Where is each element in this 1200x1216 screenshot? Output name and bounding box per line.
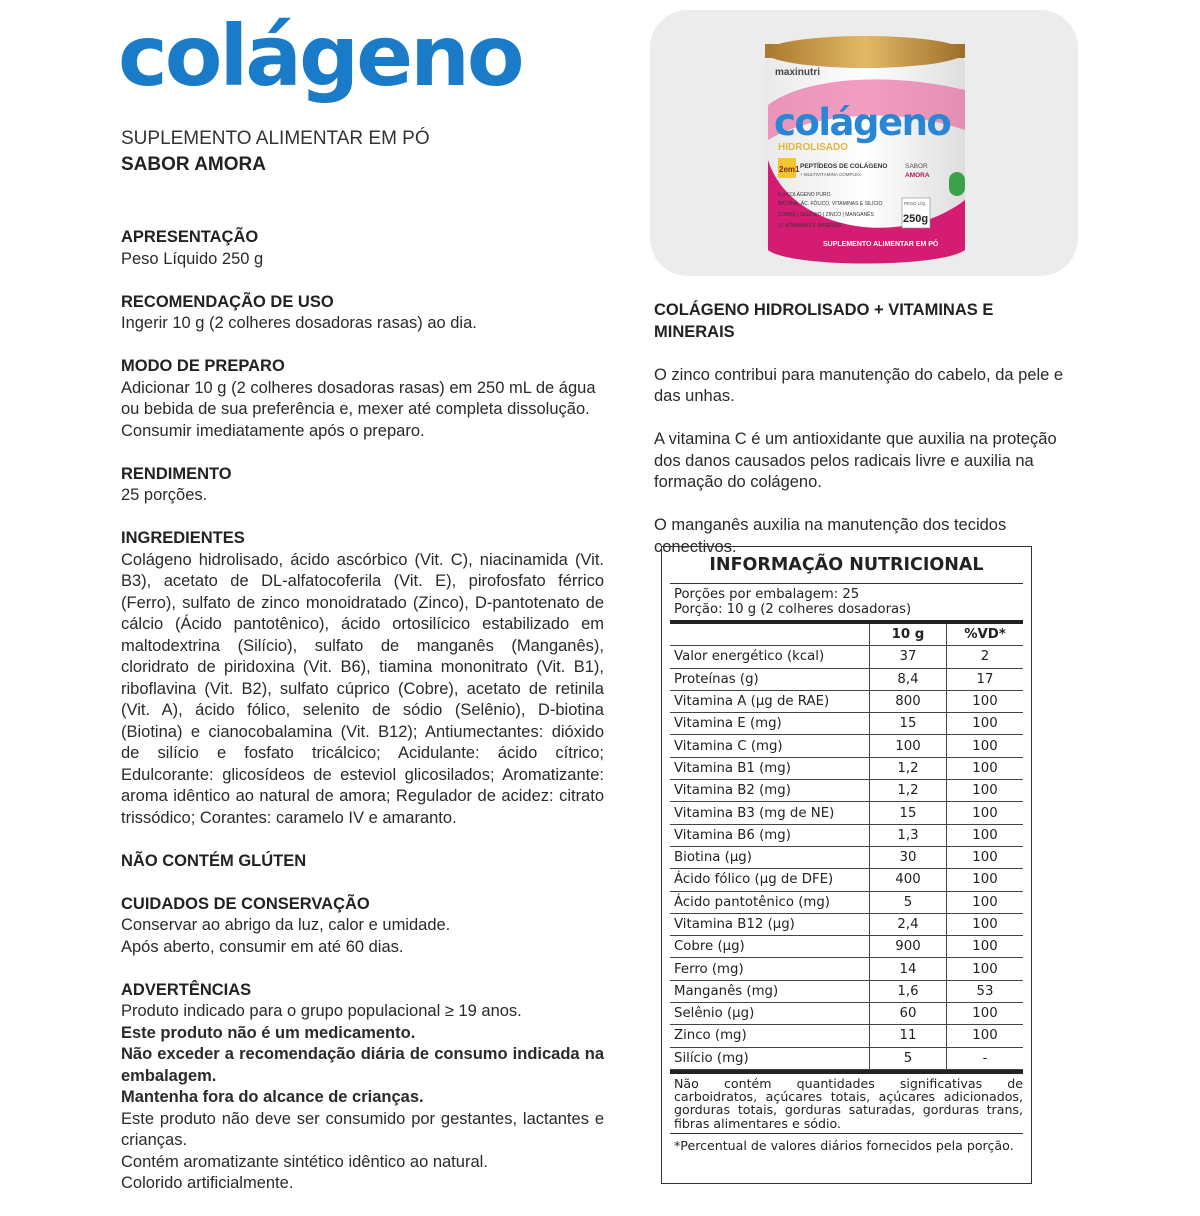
nutrient-amount: 8,4 xyxy=(870,668,947,690)
can-bullet: 9 g COLÁGENO PURO xyxy=(778,192,831,198)
nutrition-row xyxy=(670,913,1023,935)
nutrition-row xyxy=(670,690,1023,712)
product-subtitle: SUPLEMENTO ALIMENTAR EM PÓ xyxy=(121,128,430,149)
nutrient-amount: 30 xyxy=(870,846,947,868)
nutrient-name: Selênio (µg) xyxy=(670,1003,870,1025)
nutrient-name: Vitamina B12 (µg) xyxy=(670,913,870,935)
section-heading: APRESENTAÇÃO xyxy=(121,228,259,246)
nutrient-name: Vitamina B2 (mg) xyxy=(670,780,870,802)
warning-line: Contém aromatizante sintético idêntico ao natural. xyxy=(121,1152,488,1171)
can-weight: 250g xyxy=(903,213,929,225)
nutrient-name: Vitamina E (mg) xyxy=(670,713,870,735)
nutrient-amount: 11 xyxy=(870,1025,947,1047)
nutrition-row xyxy=(670,735,1023,757)
section-text: Conservar ao abrigo da luz, calor e umidade. xyxy=(121,916,451,934)
nutrient-name: Vitamina B3 (mg de NE) xyxy=(670,802,870,824)
nutrition-row xyxy=(670,846,1023,868)
section-heading: RENDIMENTO xyxy=(121,464,232,483)
brand-title: colágeno xyxy=(118,7,522,105)
benefit-paragraph: A vitamina C é um antioxidante que auxilia na proteção dos danos causados pelos radicais livre e auxilia na formação do colágeno. xyxy=(654,430,1057,491)
nutrient-amount: 15 xyxy=(870,713,947,735)
section-recomendacao xyxy=(121,292,604,335)
can-seal xyxy=(949,172,965,196)
nutrition-row xyxy=(670,668,1023,690)
nutrient-amount: 15 xyxy=(870,802,947,824)
nutrition-row xyxy=(670,958,1023,980)
nutrient-daily-value: 100 xyxy=(947,735,1024,757)
can-peptides: PEPTÍDEOS DE COLÁGENO xyxy=(800,163,888,170)
nutrient-amount: 900 xyxy=(870,936,947,958)
section-text: Ingerir 10 g (2 colheres dosadoras rasas) ao dia. xyxy=(121,314,477,332)
portion-size: Porção: 10 g (2 colheres dosadoras) xyxy=(674,601,912,617)
nutrient-amount: 1,2 xyxy=(870,780,947,802)
nutrition-row xyxy=(670,936,1023,958)
section-preparo xyxy=(121,356,604,442)
section-heading: RECOMENDAÇÃO DE USO xyxy=(121,292,334,311)
nutrient-name: Zinco (mg) xyxy=(670,1025,870,1047)
section-heading: MODO DE PREPARO xyxy=(121,357,285,375)
nutrient-amount: 1,3 xyxy=(870,824,947,846)
nutrient-daily-value: 2 xyxy=(947,646,1024,668)
gluten-notice: NÃO CONTÉM GLÚTEN xyxy=(121,851,307,870)
nutrition-row xyxy=(670,646,1023,668)
nutrition-facts-panel xyxy=(661,546,1032,1184)
can-footer: SUPLEMENTO ALIMENTAR EM PÓ xyxy=(823,241,939,248)
nutrient-amount: 5 xyxy=(870,891,947,913)
nutrient-daily-value: 100 xyxy=(947,913,1024,935)
nutrient-amount: 800 xyxy=(870,690,947,712)
nutrient-name: Manganês (mg) xyxy=(670,980,870,1002)
nutrient-daily-value: 100 xyxy=(947,846,1024,868)
warning-line: Produto indicado para o grupo populacional ≥ 19 anos. xyxy=(121,1002,522,1020)
can-flavor-label: SABOR xyxy=(905,163,928,170)
nutrition-title: INFORMAÇÃO NUTRICIONAL xyxy=(670,547,1023,584)
nutrient-amount: 37 xyxy=(870,646,947,668)
benefits-heading: COLÁGENO HIDROLISADO + VITAMINAS E MINERAIS xyxy=(654,301,994,341)
nutrient-amount: 1,2 xyxy=(870,757,947,779)
nutrient-name: Silício (mg) xyxy=(670,1047,870,1069)
warning-line: Este produto não é um medicamento. xyxy=(121,1023,416,1042)
can-complex: + MULTIVITAMINA COMPLEX xyxy=(800,172,861,177)
benefit-paragraph: O zinco contribui para manutenção do cabelo, da pele e das unhas. xyxy=(654,365,1064,405)
nutrient-amount: 60 xyxy=(870,1003,947,1025)
nutrient-daily-value: 100 xyxy=(947,891,1024,913)
header-amount: 10 g xyxy=(870,624,947,646)
nutrient-daily-value: 100 xyxy=(947,690,1024,712)
header-daily-value: %VD* xyxy=(947,624,1024,646)
left-column xyxy=(121,227,604,1216)
nutrition-row xyxy=(670,713,1023,735)
nutrient-name: Ferro (mg) xyxy=(670,958,870,980)
nutrient-amount: 400 xyxy=(870,869,947,891)
nutrition-row xyxy=(670,824,1023,846)
nutrition-footnote: Não contém quantidades significativas de carboidratos, açúcares totais, açúcares adicionados, gorduras totais, gorduras saturadas, gorduras trans, fibras alimentares e sódio. xyxy=(670,1070,1023,1133)
section-conservacao xyxy=(121,894,604,959)
section-apresentacao xyxy=(121,227,604,270)
benefit-paragraph: O manganês auxilia na manutenção dos tecidos conectivos. xyxy=(654,516,1007,556)
warning-line: Não exceder a recomendação diária de consumo indicada na embalagem. xyxy=(121,1045,604,1085)
nutrient-daily-value: 53 xyxy=(947,980,1024,1002)
section-text: Adicionar 10 g (2 colheres dosadoras rasas) em 250 mL de água ou bebida de sua preferência e, mexer até completa dissolução. xyxy=(121,378,596,418)
product-can-image xyxy=(650,10,1078,276)
nutrient-name: Vitamina A (µg de RAE) xyxy=(670,690,870,712)
nutrition-row xyxy=(670,802,1023,824)
nutrition-table xyxy=(670,624,1023,1070)
section-advertencias xyxy=(121,980,604,1195)
nutrient-daily-value: 100 xyxy=(947,869,1024,891)
nutrient-daily-value: 100 xyxy=(947,958,1024,980)
nutrient-name: Vitamina B6 (mg) xyxy=(670,824,870,846)
can-product-name: colágeno xyxy=(774,101,951,144)
warning-line: Colorido artificialmente. xyxy=(121,1174,294,1192)
can-flavor: AMORA xyxy=(905,172,930,179)
nutrient-daily-value: 100 xyxy=(947,713,1024,735)
nutrition-row xyxy=(670,757,1023,779)
section-ingredientes xyxy=(121,528,604,829)
nutrient-daily-value: - xyxy=(947,1047,1024,1069)
nutrition-rows xyxy=(670,646,1023,1070)
can-badge: 2em1 xyxy=(779,165,800,174)
warning-line: Este produto não deve ser consumido por gestantes, lactantes e crianças. xyxy=(121,1109,604,1149)
section-heading: INGREDIENTES xyxy=(121,529,245,547)
can-bullet: COBRE | SELÊNIO | ZINCO | MANGANÊS xyxy=(778,212,874,218)
nutrient-daily-value: 100 xyxy=(947,802,1024,824)
nutrient-daily-value: 100 xyxy=(947,757,1024,779)
warning-line: Mantenha fora do alcance de crianças. xyxy=(121,1088,424,1106)
nutrient-amount: 5 xyxy=(870,1047,947,1069)
nutrient-name: Proteínas (g) xyxy=(670,668,870,690)
section-rendimento xyxy=(121,464,604,507)
header-blank-cell xyxy=(670,624,870,646)
section-gluten xyxy=(121,851,604,873)
nutrient-amount: 1,6 xyxy=(870,980,947,1002)
nutrient-name: Ácido fólico (µg de DFE) xyxy=(670,869,870,891)
nutrition-row xyxy=(670,1047,1023,1069)
can-bullet: BIOTINA, ÁC. FÓLICO, VITAMINAS E SILÍCIO xyxy=(778,201,883,207)
section-heading: ADVERTÊNCIAS xyxy=(121,980,252,999)
nutrient-name: Cobre (µg) xyxy=(670,936,870,958)
nutrient-name: Valor energético (kcal) xyxy=(670,646,870,668)
section-text: Peso Líquido 250 g xyxy=(121,249,264,268)
nutrient-daily-value: 17 xyxy=(947,668,1024,690)
nutrition-portions xyxy=(670,584,1023,624)
portions-per-package: Porções por embalagem: 25 xyxy=(674,587,860,602)
can-brand: maxinutri xyxy=(775,67,821,78)
nutrition-row xyxy=(670,891,1023,913)
ingredients-text: Colágeno hidrolisado, ácido ascórbico (Vit. C), niacinamida (Vit. B3), acetato de DL-alfatocoferila (Vit. E), pirofosfato férrico (Ferro), sulfato de zinco monoidratado (Zinco), D-pantotenato de cálcio (Ácido pantotênico), ácido ortosilícico estabilizado em maltodextrina (Silício), sulfato de manganês (Manganês), cloridrato de piridoxina (Vit. B6), tiamina mononitrato (Vit. B1), riboflavina (Vit. B2), sulfato cúprico (Cobre), acetato de retinila (Vit. A), ácido fólico, selenito de sódio (Selênio), D-biotina (Biotina) e cianocobalamina (Vit. B12); Antiumectantes: dióxido de silício e fosfato tricálcico; Acidulante: ácido cítrico; Edulcorante: glicosídeos de esteviol glicosilados; Aromatizante: aroma idêntico ao natural de amora; Regulador de acidez: citrato trissódico; Corantes: caramelo IV e amaranto. xyxy=(121,550,604,827)
nutrition-row xyxy=(670,1003,1023,1025)
nutrient-name: Biotina (µg) xyxy=(670,846,870,868)
can-variant: HIDROLISADO xyxy=(778,142,848,153)
section-heading: CUIDADOS DE CONSERVAÇÃO xyxy=(121,894,370,913)
nutrient-daily-value: 100 xyxy=(947,780,1024,802)
section-text-2: Consumir imediatamente após o preparo. xyxy=(121,421,425,440)
nutrient-name: Vitamina C (mg) xyxy=(670,735,870,757)
section-text: 25 porções. xyxy=(121,486,208,504)
nutrient-daily-value: 100 xyxy=(947,824,1024,846)
nutrient-name: Ácido pantotênico (mg) xyxy=(670,891,870,913)
nutrient-daily-value: 100 xyxy=(947,1003,1024,1025)
benefits-section xyxy=(654,300,1074,580)
nutrient-name: Vitamina B1 (mg) xyxy=(670,757,870,779)
nutrient-amount: 2,4 xyxy=(870,913,947,935)
nutrient-daily-value: 100 xyxy=(947,1025,1024,1047)
nutrition-header-row xyxy=(670,624,1023,646)
can-bullet: 17 VITAMINAS E MINERAIS xyxy=(778,223,842,229)
nutrition-row xyxy=(670,980,1023,1002)
nutrition-row xyxy=(670,780,1023,802)
nutrient-daily-value: 100 xyxy=(947,936,1024,958)
can-weight-label: PESO LÍQ. xyxy=(904,201,927,206)
section-text-2: Após aberto, consumir em até 60 dias. xyxy=(121,937,404,956)
nutrient-amount: 100 xyxy=(870,735,947,757)
nutrient-amount: 14 xyxy=(870,958,947,980)
nutrition-footnote-vd: *Percentual de valores diários fornecidos pela porção. xyxy=(670,1133,1023,1155)
nutrition-row xyxy=(670,869,1023,891)
nutrition-row xyxy=(670,1025,1023,1047)
product-flavor: SABOR AMORA xyxy=(121,154,266,175)
